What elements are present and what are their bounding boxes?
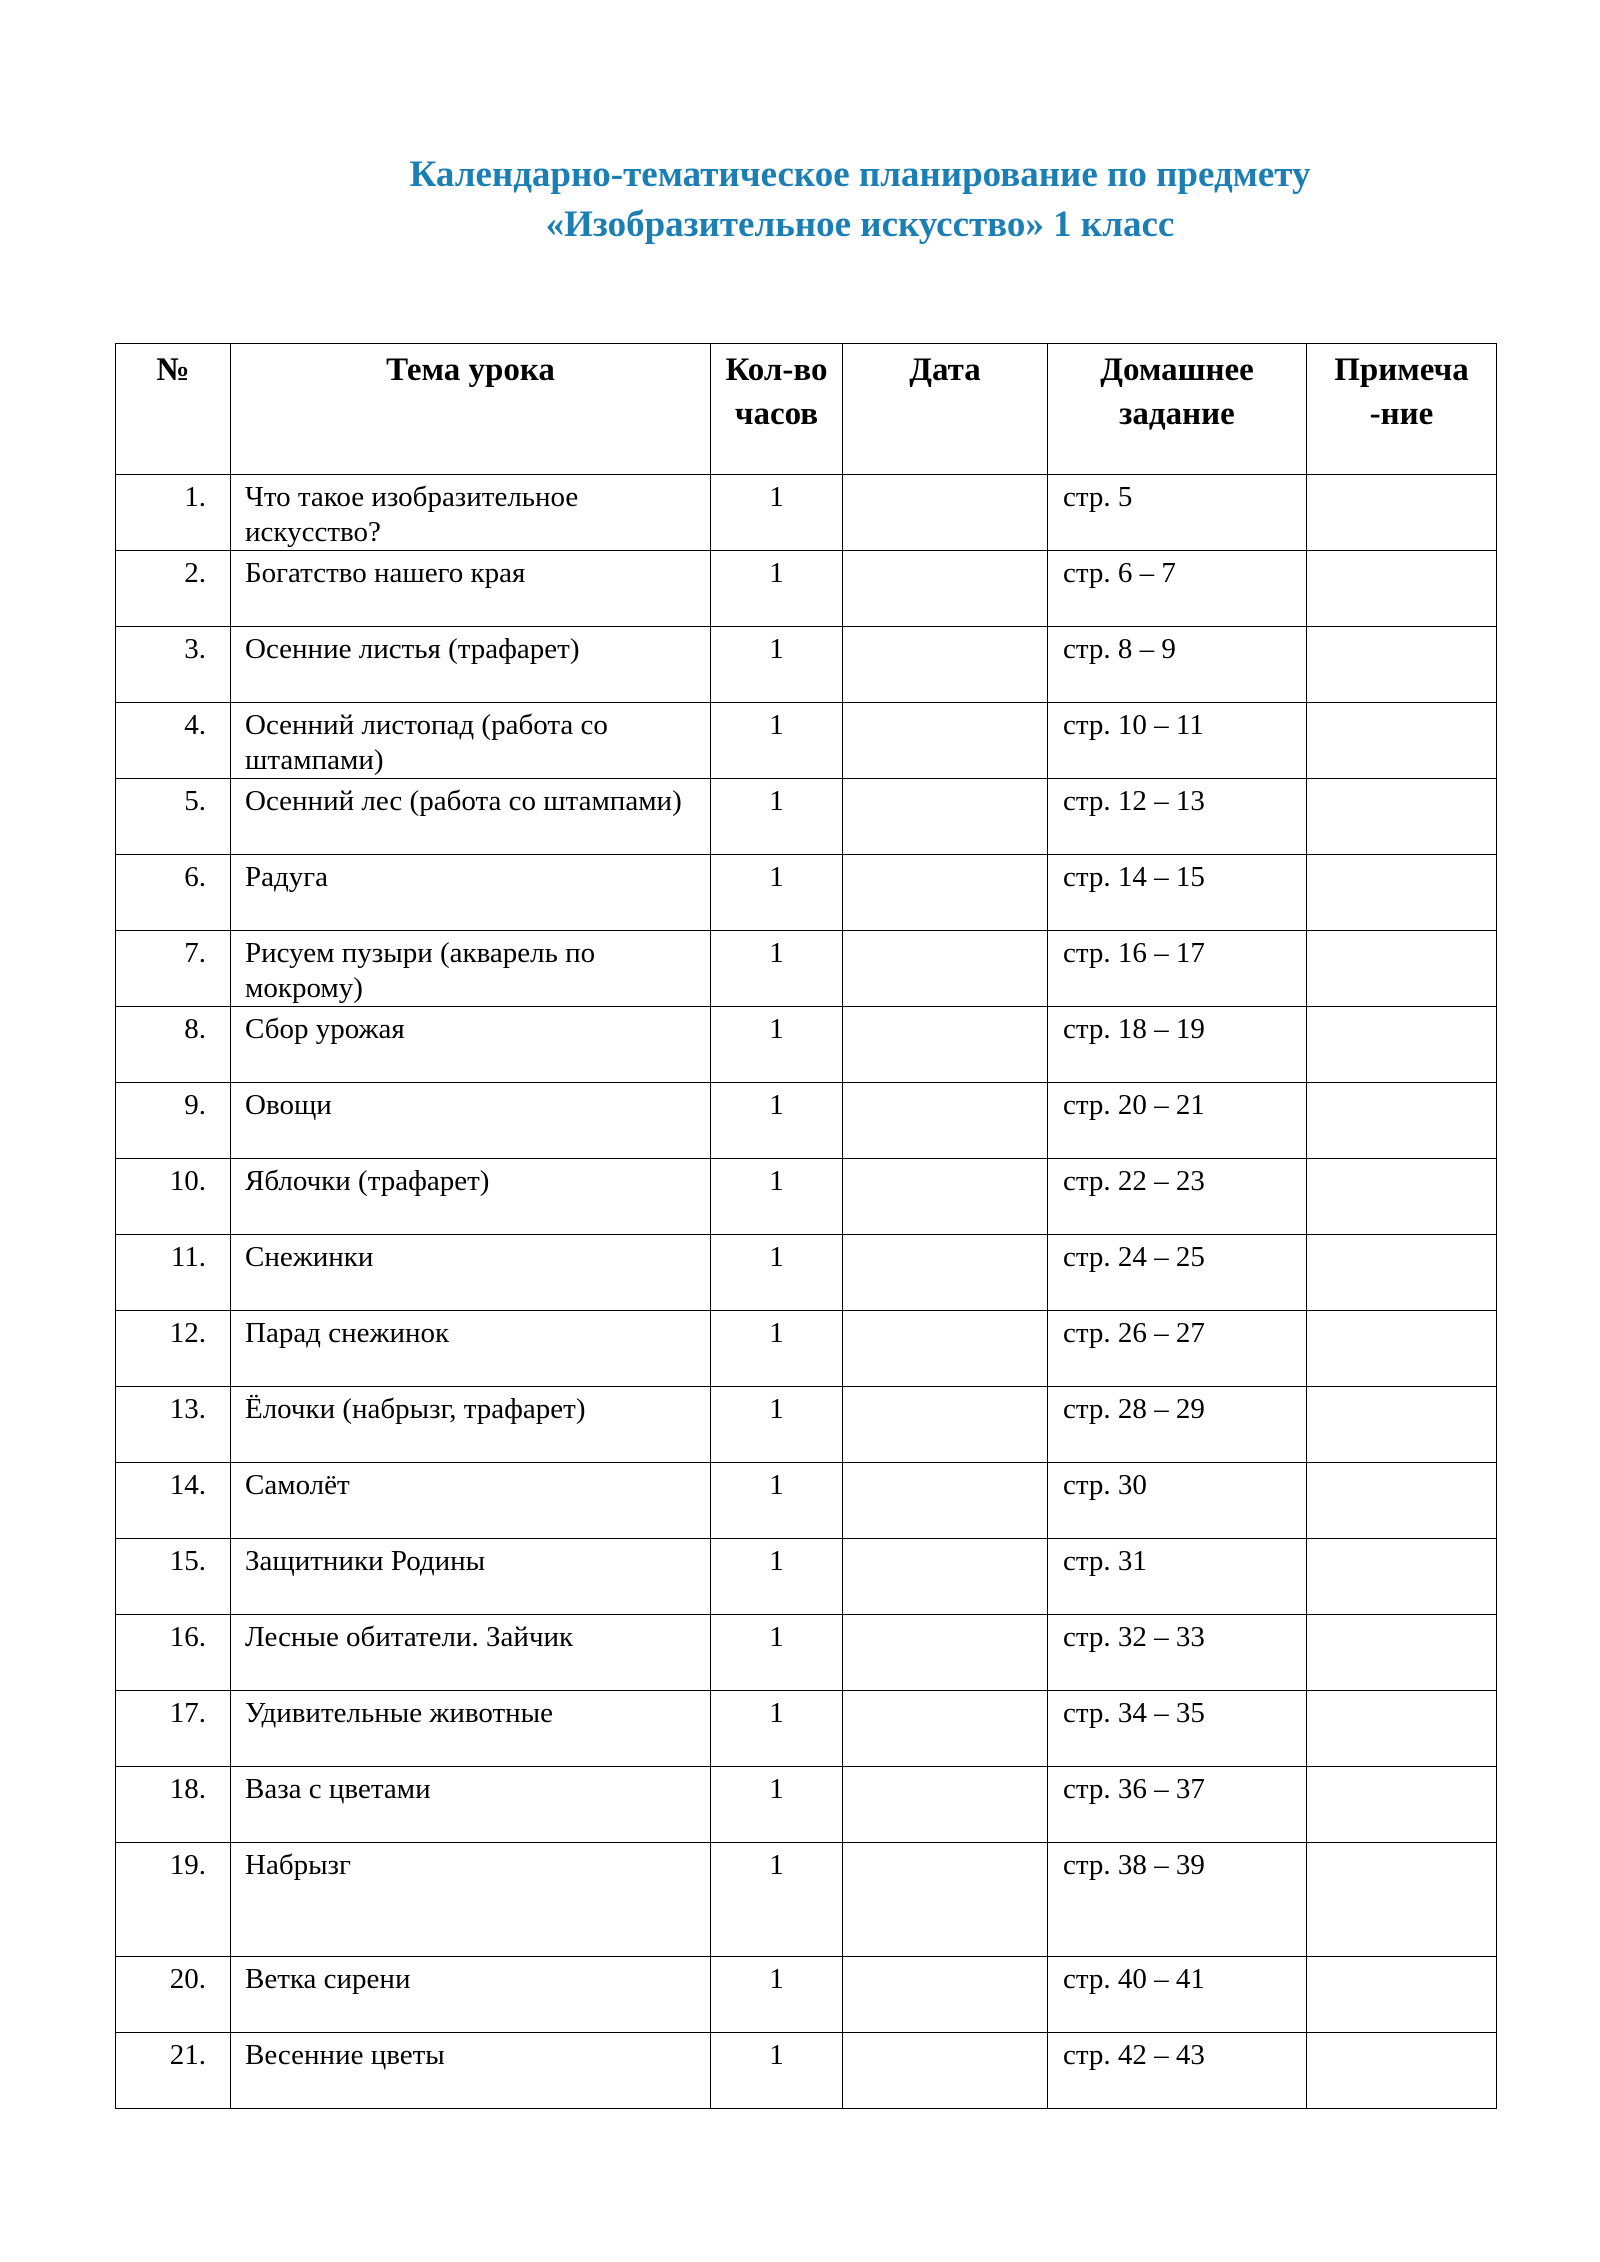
row-homework: стр. 20 – 21 [1048, 1083, 1307, 1159]
table-row [116, 1387, 1497, 1463]
page-title-line-2: «Изобразительное искусство» 1 класс [545, 204, 1175, 245]
row-topic: Яблочки (трафарет) [231, 1159, 711, 1235]
row-number: 17. [116, 1691, 231, 1767]
row-date [843, 475, 1048, 551]
row-number: 13. [116, 1387, 231, 1463]
row-topic: Ёлочки (набрызг, трафарет) [231, 1387, 711, 1463]
row-notes [1307, 1159, 1497, 1235]
table-row [116, 627, 1497, 703]
row-hours: 1 [711, 779, 843, 855]
row-notes [1307, 2033, 1497, 2109]
row-homework: стр. 14 – 15 [1048, 855, 1307, 931]
row-hours: 1 [711, 1159, 843, 1235]
row-date [843, 1235, 1048, 1311]
row-date [843, 1767, 1048, 1843]
row-notes [1307, 779, 1497, 855]
row-notes [1307, 1235, 1497, 1311]
row-date [843, 779, 1048, 855]
row-hours: 1 [711, 931, 843, 1007]
table-row [116, 1235, 1497, 1311]
table-row [116, 1843, 1497, 1957]
row-homework: стр. 16 – 17 [1048, 931, 1307, 1007]
row-date [843, 1691, 1048, 1767]
row-date [843, 2033, 1048, 2109]
page-title-line-1: Календарно-тематическое планирование по предмету [409, 154, 1311, 195]
row-hours: 1 [711, 627, 843, 703]
lesson-plan-table [115, 343, 1497, 2109]
row-topic: Осенние листья (трафарет) [231, 627, 711, 703]
row-number: 14. [116, 1463, 231, 1539]
row-date [843, 1957, 1048, 2033]
header-num: № [116, 344, 231, 475]
row-hours: 1 [711, 1387, 843, 1463]
table-row [116, 1957, 1497, 2033]
header-hours: Кол-во часов [711, 344, 843, 475]
row-topic: Осенний листопад (работа со штампами) [231, 703, 711, 779]
row-number: 4. [116, 703, 231, 779]
row-notes [1307, 703, 1497, 779]
row-number: 5. [116, 779, 231, 855]
row-number: 9. [116, 1083, 231, 1159]
row-homework: стр. 12 – 13 [1048, 779, 1307, 855]
row-homework: стр. 30 [1048, 1463, 1307, 1539]
row-date [843, 1615, 1048, 1691]
row-number: 20. [116, 1957, 231, 2033]
table-row [116, 1539, 1497, 1615]
row-homework: стр. 36 – 37 [1048, 1767, 1307, 1843]
row-notes [1307, 1007, 1497, 1083]
row-hours: 1 [711, 1843, 843, 1957]
row-number: 6. [116, 855, 231, 931]
row-hours: 1 [711, 1957, 843, 2033]
row-number: 11. [116, 1235, 231, 1311]
table-row [116, 779, 1497, 855]
row-homework: стр. 8 – 9 [1048, 627, 1307, 703]
row-number: 2. [116, 551, 231, 627]
row-number: 3. [116, 627, 231, 703]
row-date [843, 1463, 1048, 1539]
row-notes [1307, 1615, 1497, 1691]
row-topic: Лесные обитатели. Зайчик [231, 1615, 711, 1691]
row-date [843, 1539, 1048, 1615]
row-date [843, 1843, 1048, 1957]
page-title [0, 150, 1600, 250]
row-hours: 1 [711, 1235, 843, 1311]
table-row [116, 1767, 1497, 1843]
row-hours: 1 [711, 2033, 843, 2109]
row-topic: Овощи [231, 1083, 711, 1159]
row-homework: стр. 24 – 25 [1048, 1235, 1307, 1311]
header-topic: Тема урока [231, 344, 711, 475]
row-topic: Что такое изобразительное искусство? [231, 475, 711, 551]
row-number: 16. [116, 1615, 231, 1691]
row-notes [1307, 551, 1497, 627]
row-date [843, 1311, 1048, 1387]
row-topic: Ветка сирени [231, 1957, 711, 2033]
row-topic: Рисуем пузыри (акварель по мокрому) [231, 931, 711, 1007]
row-date [843, 551, 1048, 627]
row-date [843, 703, 1048, 779]
row-date [843, 855, 1048, 931]
row-hours: 1 [711, 1691, 843, 1767]
row-notes [1307, 1463, 1497, 1539]
row-date [843, 1007, 1048, 1083]
row-hours: 1 [711, 1311, 843, 1387]
row-hours: 1 [711, 475, 843, 551]
row-homework: стр. 34 – 35 [1048, 1691, 1307, 1767]
row-topic: Снежинки [231, 1235, 711, 1311]
row-homework: стр. 31 [1048, 1539, 1307, 1615]
row-number: 19. [116, 1843, 231, 1957]
table-row [116, 551, 1497, 627]
row-topic: Парад снежинок [231, 1311, 711, 1387]
table-row [116, 703, 1497, 779]
row-topic: Удивительные животные [231, 1691, 711, 1767]
row-notes [1307, 1387, 1497, 1463]
row-topic: Ваза с цветами [231, 1767, 711, 1843]
row-notes [1307, 1957, 1497, 2033]
row-number: 10. [116, 1159, 231, 1235]
table-row [116, 1311, 1497, 1387]
row-number: 21. [116, 2033, 231, 2109]
header-notes: Примеча -ние [1307, 344, 1497, 475]
row-notes [1307, 1083, 1497, 1159]
row-notes [1307, 1843, 1497, 1957]
header-date: Дата [843, 344, 1048, 475]
row-homework: стр. 42 – 43 [1048, 2033, 1307, 2109]
table-row [116, 1007, 1497, 1083]
row-number: 8. [116, 1007, 231, 1083]
table-row [116, 2033, 1497, 2109]
row-hours: 1 [711, 1007, 843, 1083]
table-row [116, 1691, 1497, 1767]
row-topic: Сбор урожая [231, 1007, 711, 1083]
row-homework: стр. 38 – 39 [1048, 1843, 1307, 1957]
row-hours: 1 [711, 1539, 843, 1615]
row-date [843, 627, 1048, 703]
row-homework: стр. 5 [1048, 475, 1307, 551]
row-number: 12. [116, 1311, 231, 1387]
row-topic: Богатство нашего края [231, 551, 711, 627]
row-date [843, 1159, 1048, 1235]
table-row [116, 1159, 1497, 1235]
row-number: 18. [116, 1767, 231, 1843]
table-row [116, 1463, 1497, 1539]
row-homework: стр. 26 – 27 [1048, 1311, 1307, 1387]
table-row [116, 1083, 1497, 1159]
row-hours: 1 [711, 1463, 843, 1539]
row-notes [1307, 1767, 1497, 1843]
table-row [116, 475, 1497, 551]
header-homework: Домашнее задание [1048, 344, 1307, 475]
row-homework: стр. 40 – 41 [1048, 1957, 1307, 2033]
row-hours: 1 [711, 1767, 843, 1843]
row-number: 7. [116, 931, 231, 1007]
row-homework: стр. 10 – 11 [1048, 703, 1307, 779]
row-notes [1307, 1691, 1497, 1767]
row-homework: стр. 22 – 23 [1048, 1159, 1307, 1235]
table-row [116, 931, 1497, 1007]
row-number: 15. [116, 1539, 231, 1615]
row-notes [1307, 855, 1497, 931]
row-topic: Осенний лес (работа со штампами) [231, 779, 711, 855]
row-topic: Самолёт [231, 1463, 711, 1539]
row-topic: Набрызг [231, 1843, 711, 1957]
row-hours: 1 [711, 1615, 843, 1691]
row-hours: 1 [711, 703, 843, 779]
row-notes [1307, 931, 1497, 1007]
table-row [116, 1615, 1497, 1691]
row-date [843, 1387, 1048, 1463]
row-hours: 1 [711, 1083, 843, 1159]
row-date [843, 1083, 1048, 1159]
row-topic: Весенние цветы [231, 2033, 711, 2109]
row-hours: 1 [711, 551, 843, 627]
row-homework: стр. 28 – 29 [1048, 1387, 1307, 1463]
row-homework: стр. 6 – 7 [1048, 551, 1307, 627]
row-notes [1307, 627, 1497, 703]
table-row [116, 855, 1497, 931]
row-notes [1307, 1539, 1497, 1615]
row-date [843, 931, 1048, 1007]
row-topic: Защитники Родины [231, 1539, 711, 1615]
row-homework: стр. 18 – 19 [1048, 1007, 1307, 1083]
table-body [116, 475, 1497, 2109]
row-topic: Радуга [231, 855, 711, 931]
row-hours: 1 [711, 855, 843, 931]
row-notes [1307, 475, 1497, 551]
row-homework: стр. 32 – 33 [1048, 1615, 1307, 1691]
row-notes [1307, 1311, 1497, 1387]
row-number: 1. [116, 475, 231, 551]
table-header-row [116, 344, 1497, 475]
